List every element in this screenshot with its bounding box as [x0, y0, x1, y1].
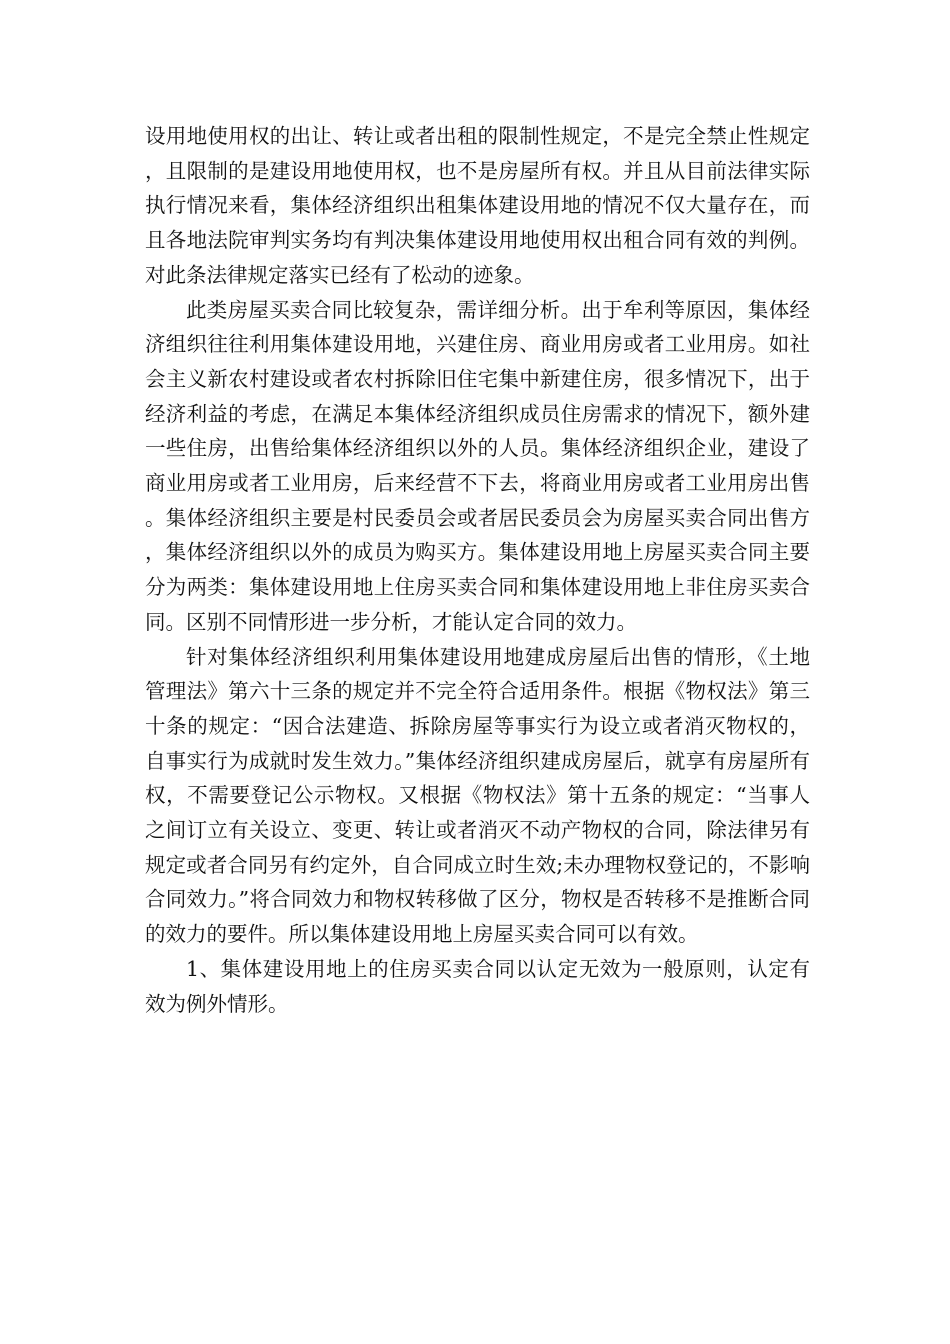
paragraph-continuation: 设用地使用权的出让、转让或者出租的限制性规定，不是完全禁止性规定，且限制的是建设用地使用权，也不是房屋所有权。并且从目前法律实际执行情况来看，集体经济组织出租集体建设用地的情况不仅大量存在，而且各地法院审判实务均有判决集体建设用地使用权出租合同有效的判例。对此条法律规定落实已经有了松动的迹象。 [145, 124, 810, 287]
paragraph-property-law-analysis: 针对集体经济组织利用集体建设用地建成房屋后出售的情形，《土地管理法》第六十三条的规定并不完全符合适用条件。根据《物权法》第三十条的规定：“因合法建造、拆除房屋等事实行为设立或者消灭物权的，自事实行为成就时发生效力。”集体经济组织建成房屋后，就享有房屋所有权，不需要登记公示物权。又根据《物权法》第十五条的规定：“当事人之间订立有关设立、变更、转让或者消灭不动产物权的合同，除法律另有规定或者合同另有约定外，自合同成立时生效;未办理物权登记的，不影响合同效力。”将合同效力和物权转移做了区分，物权是否转移不是推断合同的效力的要件。所以集体建设用地上房屋买卖合同可以有效。 [145, 644, 810, 947]
paragraph-numbered-heading-1: 1、集体建设用地上的住房买卖合同以认定无效为一般原则，认定有效为例外情形。 [145, 956, 810, 1016]
paragraph-house-sale-contracts: 此类房屋买卖合同比较复杂，需详细分析。出于牟利等原因，集体经济组织往往利用集体建设用地，兴建住房、商业用房或者工业用房。如社会主义新农村建设或者农村拆除旧住宅集中新建住房，很多情况下，出于经济利益的考虑，在满足本集体经济组织成员住房需求的情况下，额外建一些住房，出售给集体经济组织以外的人员。集体经济组织企业，建设了商业用房或者工业用房，后来经营不下去，将商业用房或者工业用房出售。集体经济组织主要是村民委员会或者居民委员会为房屋买卖合同出售方，集体经济组织以外的成员为购买方。集体建设用地上房屋买卖合同主要分为两类：集体建设用地上住房买卖合同和集体建设用地上非住房买卖合同。区别不同情形进一步分析，才能认定合同的效力。 [145, 297, 810, 634]
document-body [145, 119, 810, 1021]
